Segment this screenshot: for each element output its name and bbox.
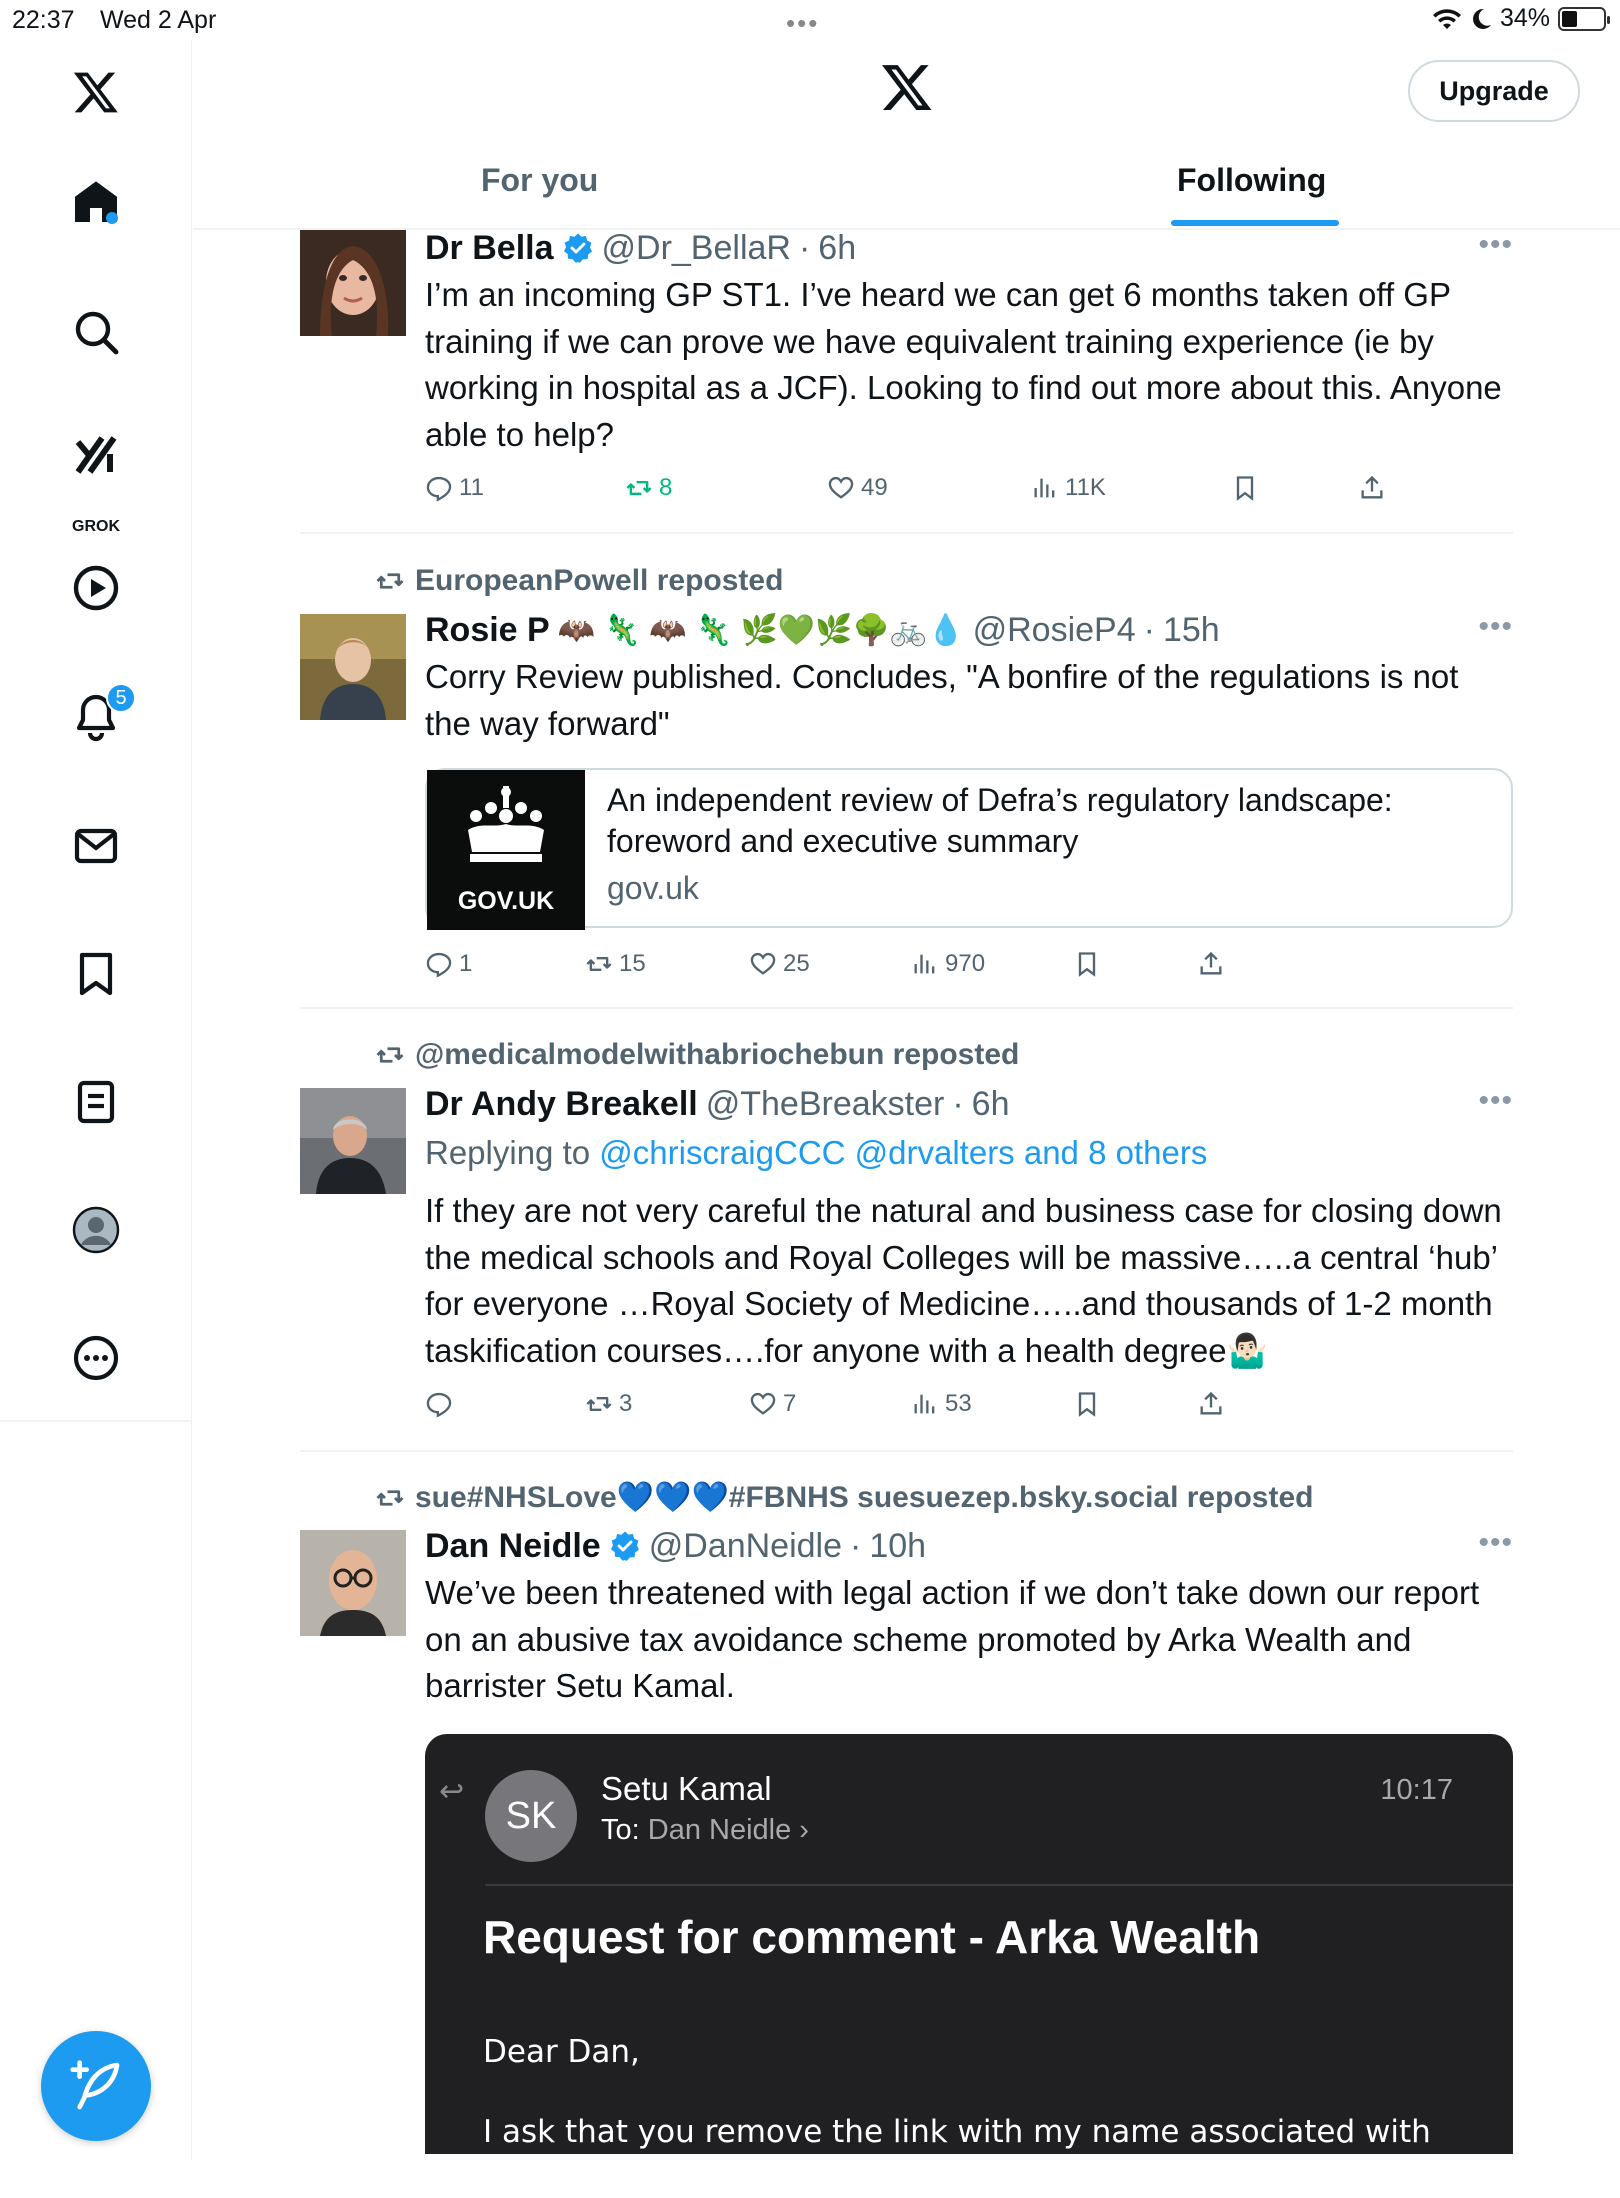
timeline-tabs xyxy=(193,150,1620,230)
reply-arrow-icon: ↩ xyxy=(439,1775,465,1808)
like-button[interactable] xyxy=(749,1390,796,1418)
repost-count: 8 xyxy=(659,474,673,501)
heart-icon xyxy=(749,1390,777,1418)
compose-feather-icon xyxy=(68,2058,124,2114)
author-name[interactable]: Dr Bella xyxy=(425,228,554,267)
bookmark-button[interactable] xyxy=(1073,1390,1101,1418)
heart-icon xyxy=(749,950,777,978)
bookmark-button[interactable] xyxy=(1073,950,1101,978)
repost-icon xyxy=(625,474,653,502)
grok-icon[interactable] xyxy=(66,424,126,484)
moon-icon xyxy=(1470,7,1492,31)
video-play-icon[interactable] xyxy=(66,558,126,618)
reply-count: 1 xyxy=(459,950,473,977)
bookmark-icon xyxy=(1073,950,1101,978)
author-handle[interactable]: @Dr_BellaR xyxy=(601,228,791,267)
replying-to xyxy=(425,1130,1513,1176)
post-header xyxy=(425,228,1513,268)
view-count: 11K xyxy=(1065,474,1106,501)
post-time[interactable]: 6h xyxy=(971,1084,1010,1123)
share-button[interactable] xyxy=(1197,1390,1225,1418)
reply-button[interactable] xyxy=(425,474,484,502)
reposted-by: @medicalmodelwithabriochebun reposted xyxy=(415,1038,1020,1071)
author-name[interactable]: Dr Andy Breakell xyxy=(425,1084,698,1123)
share-icon xyxy=(1197,950,1225,978)
author-handle[interactable]: @RosieP4 xyxy=(972,610,1136,649)
card-domain: gov.uk xyxy=(607,870,699,906)
avatar[interactable] xyxy=(300,1088,406,1194)
repost-indicator[interactable] xyxy=(375,1480,1313,1515)
status-bar xyxy=(0,0,1620,40)
status-time: 22:37 xyxy=(12,6,75,34)
heart-icon xyxy=(827,474,855,502)
email-sender: Setu Kamal xyxy=(601,1770,772,1807)
analytics-icon xyxy=(911,1390,939,1418)
more-options-icon[interactable] xyxy=(66,1328,126,1388)
views-button[interactable] xyxy=(1031,474,1106,502)
post-actions xyxy=(425,474,1425,514)
post-time[interactable]: 15h xyxy=(1162,610,1220,649)
sidebar xyxy=(0,40,192,2160)
battery-icon xyxy=(1558,7,1606,31)
author-name[interactable]: Rosie P xyxy=(425,610,550,649)
reply-icon xyxy=(425,950,453,978)
reposted-by: EuropeanPowell reposted xyxy=(415,564,784,597)
post-actions xyxy=(425,1390,1425,1430)
author-handle[interactable]: @DanNeidle xyxy=(648,1526,842,1565)
post-more-icon[interactable]: ••• xyxy=(1478,228,1513,261)
reply-button[interactable] xyxy=(425,950,472,978)
link-preview-card[interactable] xyxy=(425,768,1513,928)
avatar[interactable] xyxy=(300,1530,406,1636)
reply-count: 11 xyxy=(459,474,484,501)
active-tab-indicator xyxy=(1171,220,1339,226)
verified-badge-icon xyxy=(609,1530,641,1562)
bookmarks-icon[interactable] xyxy=(66,944,126,1004)
view-count: 970 xyxy=(945,950,986,977)
post-divider xyxy=(300,1007,1513,1009)
grok-label: GROK xyxy=(72,518,120,535)
home-icon[interactable] xyxy=(66,172,126,232)
reply-icon xyxy=(425,474,453,502)
post-header xyxy=(425,1084,1513,1124)
post-header xyxy=(425,610,1513,650)
post-header xyxy=(425,1526,1513,1566)
share-button[interactable] xyxy=(1197,950,1225,978)
wifi-icon xyxy=(1432,7,1462,31)
dot-separator: · xyxy=(798,228,811,267)
share-icon xyxy=(1197,1390,1225,1418)
lists-icon[interactable] xyxy=(66,1072,126,1132)
author-name-emoji: 🦇 🦎 🦇 🦎 🌿💚🌿🌳🚲💧 xyxy=(557,613,965,647)
post-time[interactable]: 6h xyxy=(818,228,857,267)
bookmark-icon xyxy=(1073,1390,1101,1418)
like-count: 7 xyxy=(783,1390,797,1417)
email-to-name: Dan Neidle xyxy=(647,1814,792,1846)
crown-icon xyxy=(456,782,556,872)
sender-avatar: SK xyxy=(485,1770,577,1862)
post-text: If they are not very careful the natural and business case for closing down the medical schools and Royal Colleges will be massive…..a central ‘hub’ for everyone …Royal Society of Medicine…..and thousands of 1-2 month taskification courses….for anyone with a health degree🤷🏻‍♂️ xyxy=(425,1192,1502,1369)
repost-icon xyxy=(375,566,405,596)
multitasking-dots[interactable]: ••• xyxy=(786,8,820,38)
dot-separator: · xyxy=(952,1084,964,1123)
views-button[interactable] xyxy=(911,950,985,978)
x-logo-icon[interactable] xyxy=(66,62,126,122)
bookmark-icon xyxy=(1231,474,1259,502)
post-text: We’ve been threatened with legal action if we don’t take down our report on an abusive tax avoidance scheme promoted by Arka Wealth and barrister Setu Kamal. xyxy=(425,1574,1480,1704)
verified-badge-icon xyxy=(562,232,594,264)
repost-count: 3 xyxy=(619,1390,633,1417)
repost-icon xyxy=(585,950,613,978)
repost-indicator[interactable] xyxy=(375,564,783,598)
view-count: 53 xyxy=(945,1390,972,1417)
post-text: Corry Review published. Concludes, "A bonfire of the regulations is not the way forward" xyxy=(425,658,1459,742)
messages-envelope-icon[interactable] xyxy=(66,816,126,876)
repost-icon xyxy=(585,1390,613,1418)
profile-avatar-icon[interactable] xyxy=(66,1200,126,1260)
repost-icon xyxy=(375,1483,405,1513)
author-name[interactable]: Dan Neidle xyxy=(425,1526,601,1565)
share-icon xyxy=(1358,474,1386,502)
post-more-icon[interactable]: ••• xyxy=(1478,610,1513,643)
gov-uk-label: GOV.UK xyxy=(457,887,555,915)
views-button[interactable] xyxy=(911,1390,972,1418)
email-to-label: To: xyxy=(601,1814,640,1846)
avatar[interactable] xyxy=(300,614,406,720)
home-unread-dot xyxy=(106,212,118,224)
post-dr-bella[interactable] xyxy=(300,228,1513,528)
email-greeting: Dear Dan, xyxy=(483,2034,640,2070)
post-text: I’m an incoming GP ST1. I’ve heard we can get 6 months taken off GP training if we can prove we have equivalent training experience (ie by working in hospital as a JCF). Looking to find out more about this. Anyone able to help? xyxy=(425,276,1502,453)
repost-button[interactable] xyxy=(625,474,672,502)
sidebar-divider xyxy=(0,1420,192,1422)
card-title: An independent review of Defra’s regulatory landscape: foreword and executive summary xyxy=(607,782,1393,859)
email-recipient xyxy=(601,1814,809,1847)
reply-icon xyxy=(425,1390,453,1418)
repost-indicator[interactable] xyxy=(375,1038,1019,1072)
reply-button[interactable] xyxy=(425,1390,459,1418)
chevron-right-icon: › xyxy=(799,1814,809,1846)
battery-percent: 34% xyxy=(1499,4,1550,32)
post-time[interactable]: 10h xyxy=(869,1526,927,1565)
like-count: 49 xyxy=(861,474,888,501)
repost-button[interactable] xyxy=(585,950,646,978)
repost-icon xyxy=(375,1040,405,1070)
post-divider xyxy=(300,532,1513,534)
post-dan-neidle[interactable] xyxy=(300,1476,1513,2194)
post-actions xyxy=(425,950,1425,990)
tab-for-you[interactable]: For you xyxy=(481,162,599,198)
status-date: Wed 2 Apr xyxy=(100,6,217,34)
post-divider xyxy=(300,1450,1513,1452)
email-screenshot-image[interactable] xyxy=(425,1734,1513,2194)
author-handle[interactable]: @TheBreakster xyxy=(705,1084,945,1123)
email-time: 10:17 xyxy=(1380,1774,1453,1806)
email-divider xyxy=(485,1884,1513,1886)
tab-following[interactable]: Following xyxy=(1177,162,1327,198)
repost-count: 15 xyxy=(619,950,646,977)
post-rosie-p[interactable] xyxy=(300,560,1513,1000)
compose-post-button[interactable] xyxy=(41,2031,151,2141)
post-dr-andy-breakell[interactable] xyxy=(300,1034,1513,1444)
upgrade-button[interactable]: Upgrade xyxy=(1408,60,1580,122)
gov-uk-thumbnail xyxy=(427,770,585,930)
analytics-icon xyxy=(1031,474,1059,502)
search-icon[interactable] xyxy=(66,302,126,362)
reposted-by: sue#NHSLove💙💙💙#FBNHS suesuezep.bsky.social reposted xyxy=(415,1481,1314,1514)
dot-separator: · xyxy=(850,1526,862,1565)
analytics-icon xyxy=(911,950,939,978)
like-count: 25 xyxy=(783,950,810,977)
repost-button[interactable] xyxy=(585,1390,632,1418)
post-more-icon[interactable]: ••• xyxy=(1478,1526,1513,1559)
post-more-icon[interactable]: ••• xyxy=(1478,1084,1513,1117)
avatar[interactable] xyxy=(300,230,406,336)
like-button[interactable] xyxy=(827,474,888,502)
like-button[interactable] xyxy=(749,950,810,978)
email-subject: Request for comment - Arka Wealth xyxy=(483,1911,1261,1963)
notifications-badge: 5 xyxy=(106,683,136,713)
email-body: I ask that you remove the link with my name associated with failed tax avoidance at once and that you retract your xyxy=(483,2114,1431,2194)
replying-to-prefix: Replying to xyxy=(425,1134,591,1171)
share-button[interactable] xyxy=(1358,474,1386,502)
dot-separator: · xyxy=(1143,610,1155,649)
bookmark-button[interactable] xyxy=(1231,474,1259,502)
replying-to-links[interactable]: @chriscraigCCC @drvalters and 8 others xyxy=(599,1134,1208,1171)
status-right xyxy=(1432,4,1606,33)
header-x-logo-icon[interactable] xyxy=(880,60,934,119)
